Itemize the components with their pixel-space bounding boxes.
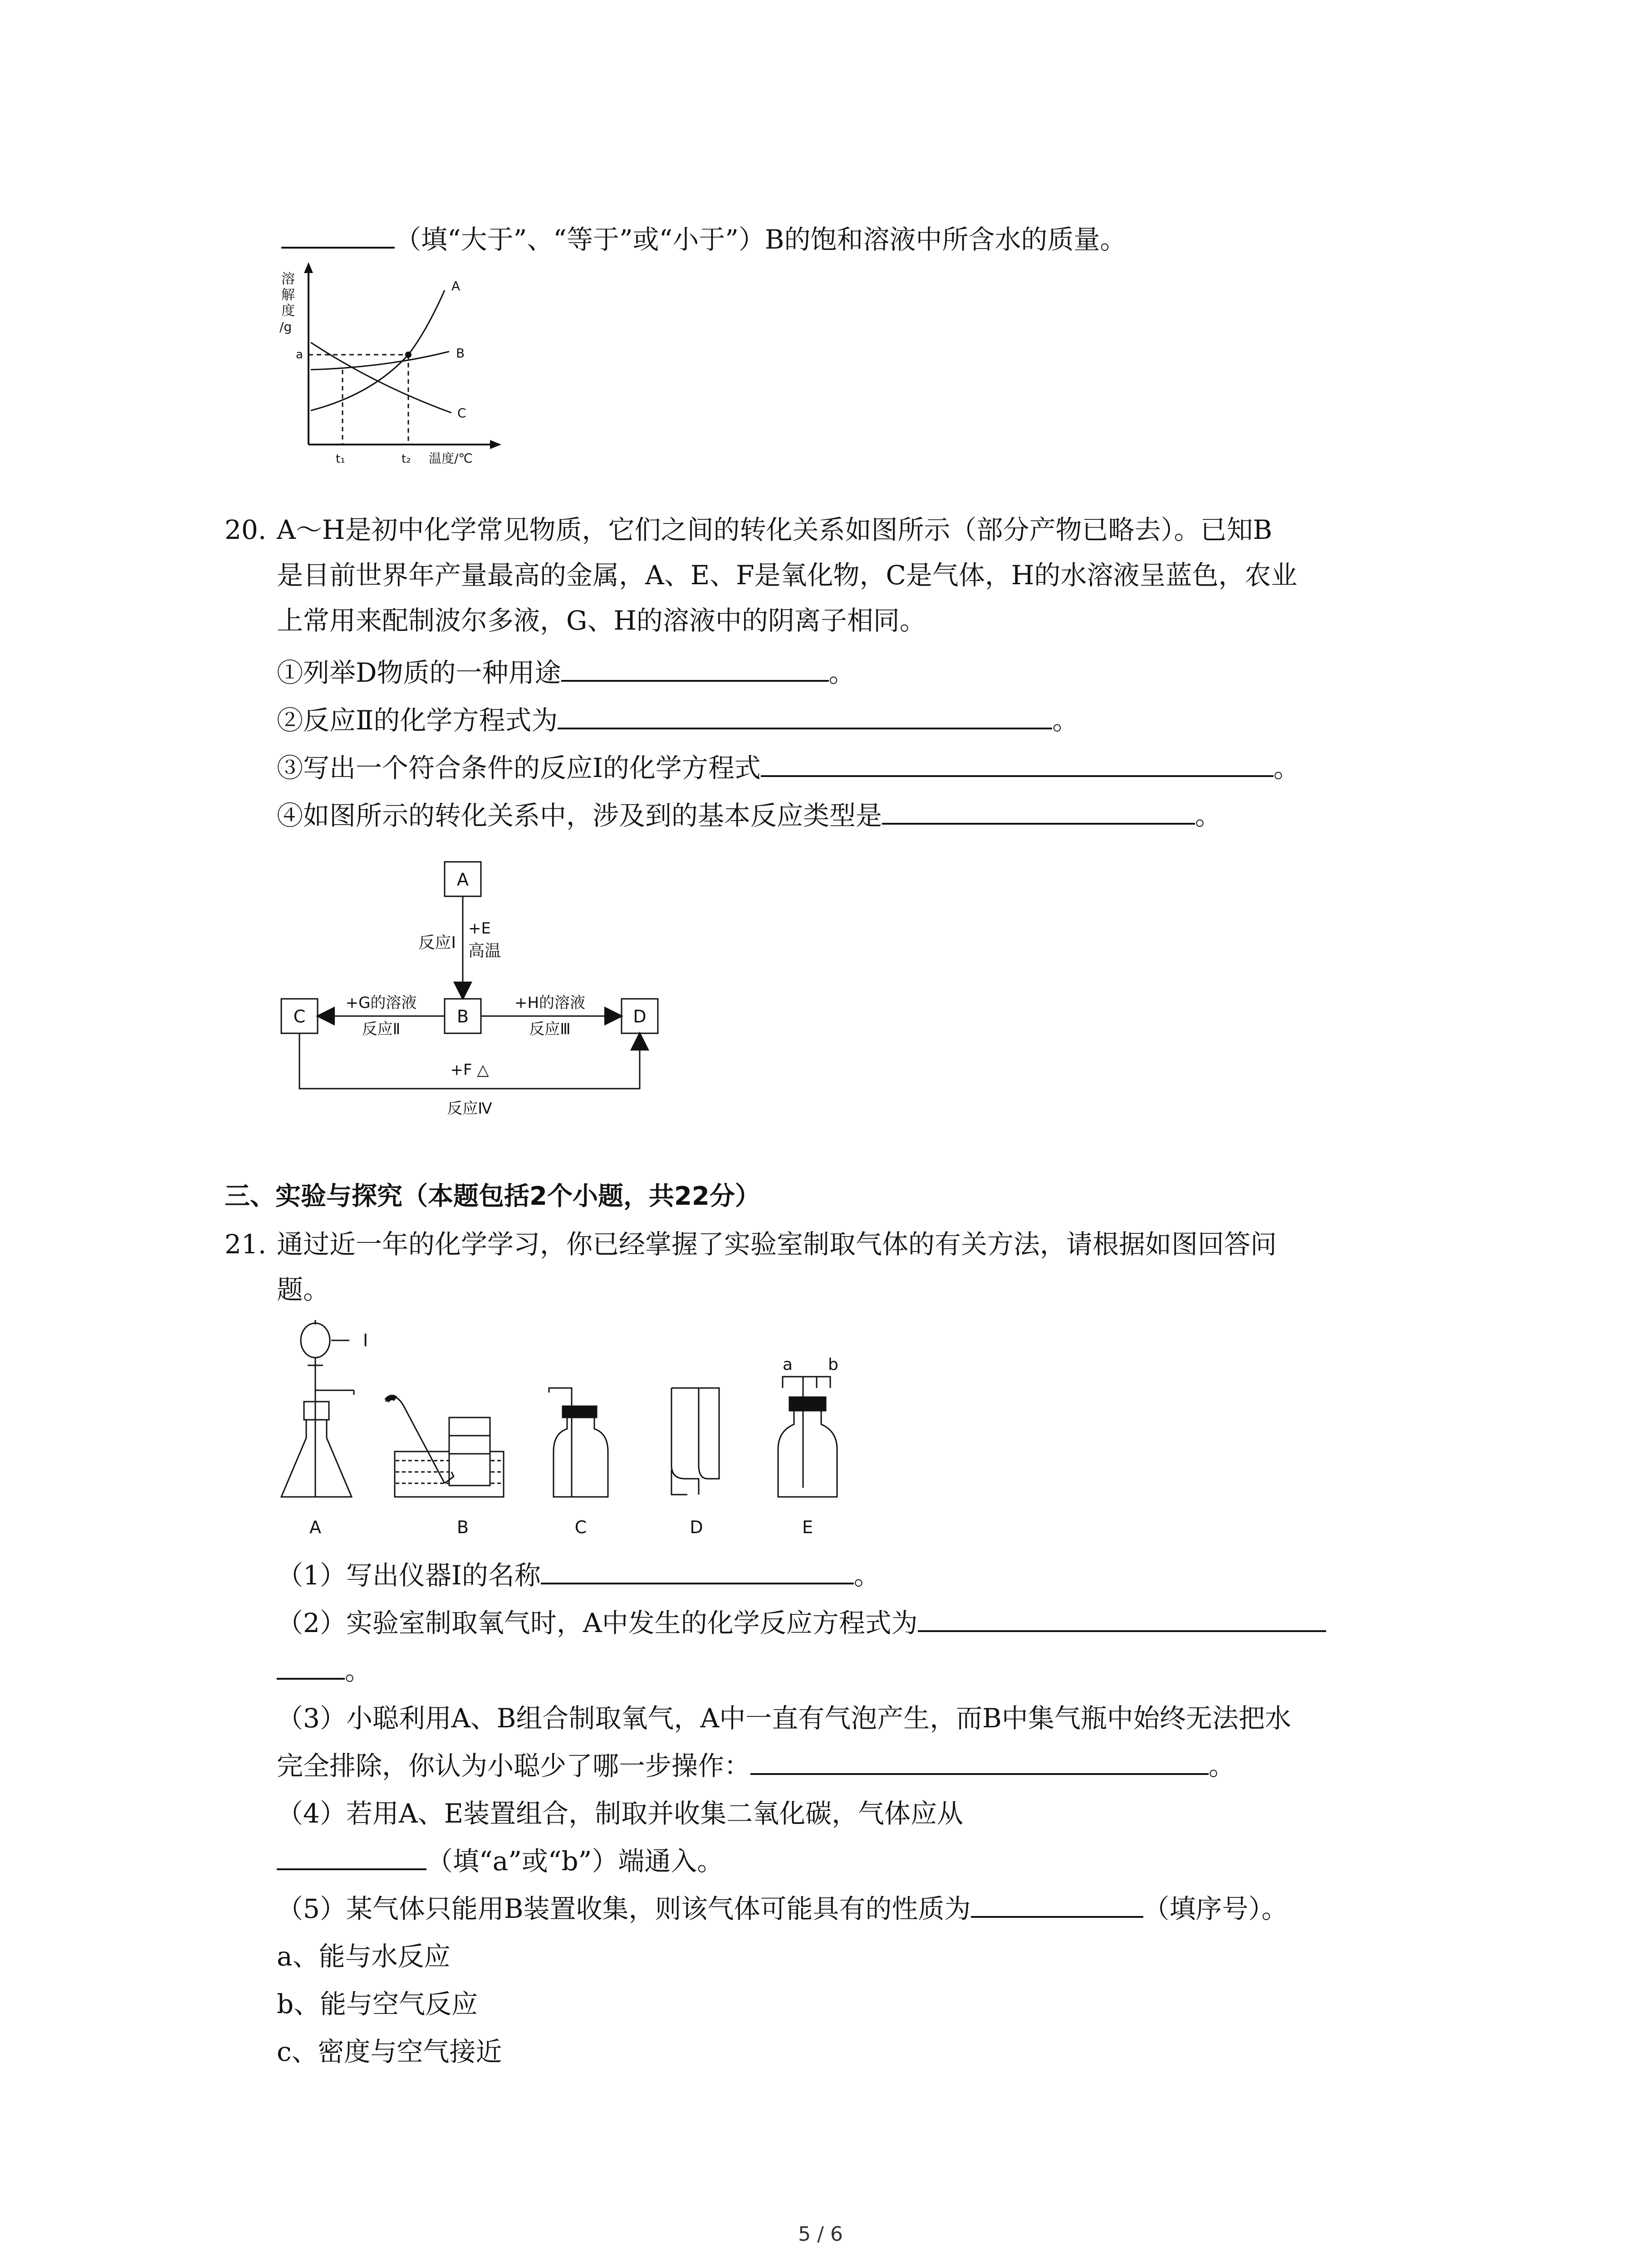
port-b-label: b <box>828 1355 838 1374</box>
tube-c <box>549 1388 572 1497</box>
tube-a <box>783 1377 803 1488</box>
reaction-3-label: 反应Ⅲ <box>529 1020 571 1038</box>
reaction-4-label: 反应Ⅳ <box>447 1100 492 1118</box>
q21-p4-line-1: （4）若用A、E装置组合，制取并收集二氧化碳，气体应从 <box>277 1798 964 1829</box>
end-mark: 。 <box>853 1560 880 1591</box>
q21-p2-line <box>277 1605 1326 1641</box>
plate-c <box>563 1406 597 1418</box>
curve-a-label: A <box>451 279 460 293</box>
q20-stem-2: 是目前世界年产量最高的金属，A、E、F是氧化物，C是气体，H的水溶液呈蓝色，农业 <box>277 560 1298 591</box>
reaction-4-cond: +F △ <box>450 1061 489 1079</box>
q20-sub4-blank[interactable] <box>882 798 1195 825</box>
ylabel-char-2: 解 <box>281 287 295 303</box>
q20-sub2-line <box>277 702 1078 738</box>
reaction-1-label: 反应Ⅰ <box>418 934 456 952</box>
q21-p5-blank[interactable] <box>971 1892 1143 1918</box>
curve-b <box>311 352 449 370</box>
ylabel-char-3: 度 <box>281 303 295 319</box>
reaction-2-label: 反应Ⅱ <box>362 1020 401 1038</box>
q21-p5-line <box>277 1891 1288 1927</box>
box-c-label: C <box>293 1007 306 1026</box>
reaction-3-cond: +H的溶液 <box>514 994 586 1012</box>
solubility-graph <box>272 259 508 467</box>
ylabel-char-1: 溶 <box>281 271 295 287</box>
q21-p5-text: （5）某气体只能用B装置收集，则该气体可能具有的性质为 <box>277 1893 971 1924</box>
plate-e <box>789 1397 826 1411</box>
q20-number: 20. <box>225 514 267 545</box>
q21-option-a: a、能与水反应 <box>277 1941 451 1972</box>
x-axis-arrow <box>490 440 501 449</box>
q20-sub2-text: ②反应Ⅱ的化学方程式为 <box>277 705 558 736</box>
bottle-e <box>778 1411 837 1497</box>
end-mark: 。 <box>345 1655 372 1686</box>
intersection-point <box>405 352 411 358</box>
conical-flask <box>281 1420 352 1497</box>
q21-number: 21. <box>225 1229 267 1260</box>
label-a: A <box>309 1517 321 1537</box>
q21-option-b: b、能与空气反应 <box>277 1989 478 2019</box>
end-mark: 。 <box>828 657 855 688</box>
apparatus-figure <box>272 1315 907 1551</box>
q19-tail-text: （填“大于”、“等于”或“小于”）B的饱和溶液中所含水的质量。 <box>395 224 1127 255</box>
q21-p1-text: （1）写出仪器Ⅰ的名称 <box>277 1560 541 1591</box>
instrument-i-label: I <box>363 1330 368 1350</box>
apparatus-b <box>386 1397 504 1497</box>
t1-label: t₁ <box>336 452 345 466</box>
curve-a <box>311 290 445 411</box>
curve-b-label: B <box>456 346 465 361</box>
label-b: B <box>456 1517 469 1537</box>
y-axis-arrow <box>304 262 313 273</box>
collection-bottle <box>449 1418 490 1486</box>
q20-sub4-line <box>277 797 1221 834</box>
q20-sub2-blank[interactable] <box>558 703 1052 729</box>
end-mark: 。 <box>1195 800 1222 831</box>
q21-p3-blank[interactable] <box>750 1749 1209 1775</box>
box-a-label: A <box>457 870 469 890</box>
q19-tail-line <box>281 221 1127 258</box>
q21-p4-text: （填“a”或“b”）端通入。 <box>426 1846 724 1877</box>
apparatus-e <box>778 1377 837 1497</box>
funnel-bulb <box>301 1323 330 1358</box>
q21-stem-2: 题。 <box>277 1274 330 1305</box>
a-value-label: a <box>296 348 303 362</box>
end-mark: 。 <box>1273 753 1300 783</box>
page-number: 5 / 6 <box>798 2223 843 2246</box>
q20-sub3-blank[interactable] <box>761 751 1274 777</box>
bottle-c <box>554 1418 608 1497</box>
x-axis-label: 温度/℃ <box>429 451 473 466</box>
q21-p5-tail: （填序号）。 <box>1143 1893 1288 1924</box>
q21-p3-text: 完全排除，你认为小聪少了哪一步操作： <box>277 1750 751 1781</box>
curve-c-label: C <box>457 406 466 420</box>
q21-stem-1: 通过近一年的化学学习，你已经掌握了实验室制取气体的有关方法，请根据如图回答问 <box>277 1229 1277 1260</box>
label-c: C <box>574 1517 587 1537</box>
q20-stem-1: A～H是初中化学常见物质，它们之间的转化关系如图所示（部分产物已略去）。已知B <box>277 514 1273 545</box>
q21-p1-blank[interactable] <box>541 1558 854 1584</box>
apparatus-d <box>671 1388 719 1495</box>
q20-sub1-text: ①列举D物质的一种用途 <box>277 657 561 688</box>
section-3-title: 三、实验与探究（本题包括2个小题，共22分） <box>225 1182 760 1211</box>
q21-p3-line-2 <box>277 1748 1235 1784</box>
box-b-label: B <box>456 1007 469 1026</box>
label-d: D <box>690 1517 703 1537</box>
port-a-label: a <box>783 1355 793 1374</box>
q21-p2-blank-cont[interactable] <box>277 1653 345 1680</box>
box-d-label: D <box>633 1007 647 1026</box>
apparatus-a <box>281 1320 354 1497</box>
reaction-1-cond-2: 高温 <box>468 942 501 960</box>
apparatus-c <box>549 1388 608 1497</box>
q21-p1-line <box>277 1557 880 1593</box>
ylabel-char-4: /g <box>279 319 292 334</box>
q21-p2-cont-line <box>277 1652 371 1689</box>
q20-sub1-blank[interactable] <box>561 655 829 682</box>
rubber-tube <box>387 1398 396 1401</box>
flask-stopper <box>304 1402 329 1420</box>
q21-p2-text: （2）实验室制取氧气时，A中发生的化学反应方程式为 <box>277 1608 918 1638</box>
q19-answer-blank[interactable] <box>281 222 395 249</box>
q21-p2-blank[interactable] <box>918 1606 1326 1632</box>
q21-option-c: c、密度与空气接近 <box>277 2036 502 2067</box>
q20-sub3-line <box>277 750 1300 786</box>
q21-p3-line-1: （3）小聪利用A、B组合制取氧气，A中一直有气泡产生，而B中集气瓶中始终无法把水 <box>277 1703 1291 1734</box>
q21-p4-blank[interactable] <box>277 1844 426 1870</box>
q20-sub4-text: ④如图所示的转化关系中，涉及到的基本反应类型是 <box>277 800 882 831</box>
end-mark: 。 <box>1052 705 1079 736</box>
reaction-1-cond-1: +E <box>468 919 491 938</box>
end-mark: 。 <box>1209 1750 1235 1781</box>
q20-sub3-text: ③写出一个符合条件的反应Ⅰ的化学方程式 <box>277 753 761 783</box>
q21-p4-line-2 <box>277 1843 723 1879</box>
tube-b <box>817 1377 830 1388</box>
reaction-2-cond: +G的溶液 <box>345 994 417 1012</box>
reaction-flow-diagram <box>272 853 681 1134</box>
label-e: E <box>802 1517 813 1537</box>
curve-c <box>311 342 451 413</box>
t2-label: t₂ <box>402 452 411 466</box>
q20-stem-3: 上常用来配制波尔多液，G、H的溶液中的阴离子相同。 <box>277 605 926 636</box>
q20-sub1-line <box>277 655 855 691</box>
bottle-d <box>671 1388 699 1495</box>
